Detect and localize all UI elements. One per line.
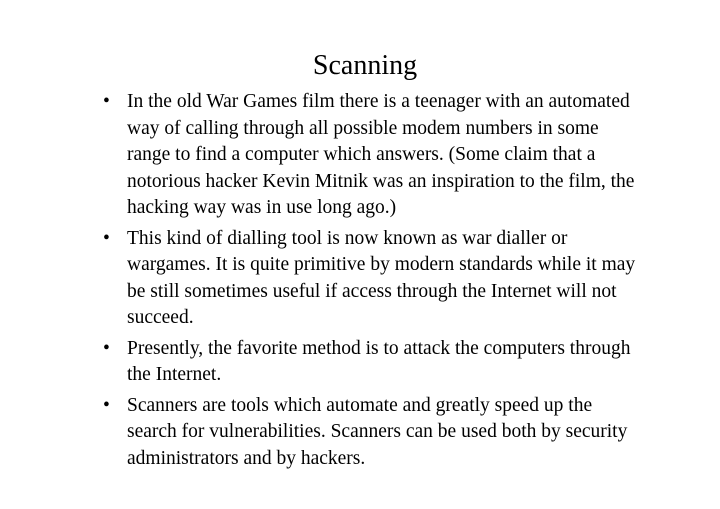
- bullet-item: [103, 89, 643, 222]
- bullet-item: [103, 226, 643, 332]
- bullet-marker: •: [103, 91, 110, 112]
- bullet-text: In the old War Games film there is a teenager with an automated way of calling through all possible modem numbers in some range to find a computer which answers. (Some claim that a notorious hacker Kevin Mitnik was an inspiration to the film, the hacking way was in use long ago.): [127, 91, 635, 218]
- bullet-marker: •: [103, 394, 110, 416]
- slide-title: Scanning: [312, 50, 418, 81]
- bullet-item: [103, 393, 643, 473]
- bullet-list: [103, 89, 643, 476]
- bullet-item: [103, 336, 643, 389]
- bullet-text: Presently, the favorite method is to attack the computers through the Internet.: [127, 337, 631, 385]
- bullet-text: This kind of dialling tool is now known as war dialler or wargames. It is quite primitive by modern standards while it may be still sometimes useful if access through the Internet will not succeed.: [127, 227, 636, 328]
- bullet-text: Scanners are tools which automate and greatly speed up the search for vulnerabilities. Scanners can be used both by security administrators and by hackers.: [127, 394, 628, 469]
- bullet-marker: •: [103, 337, 110, 359]
- bullet-marker: •: [103, 227, 110, 249]
